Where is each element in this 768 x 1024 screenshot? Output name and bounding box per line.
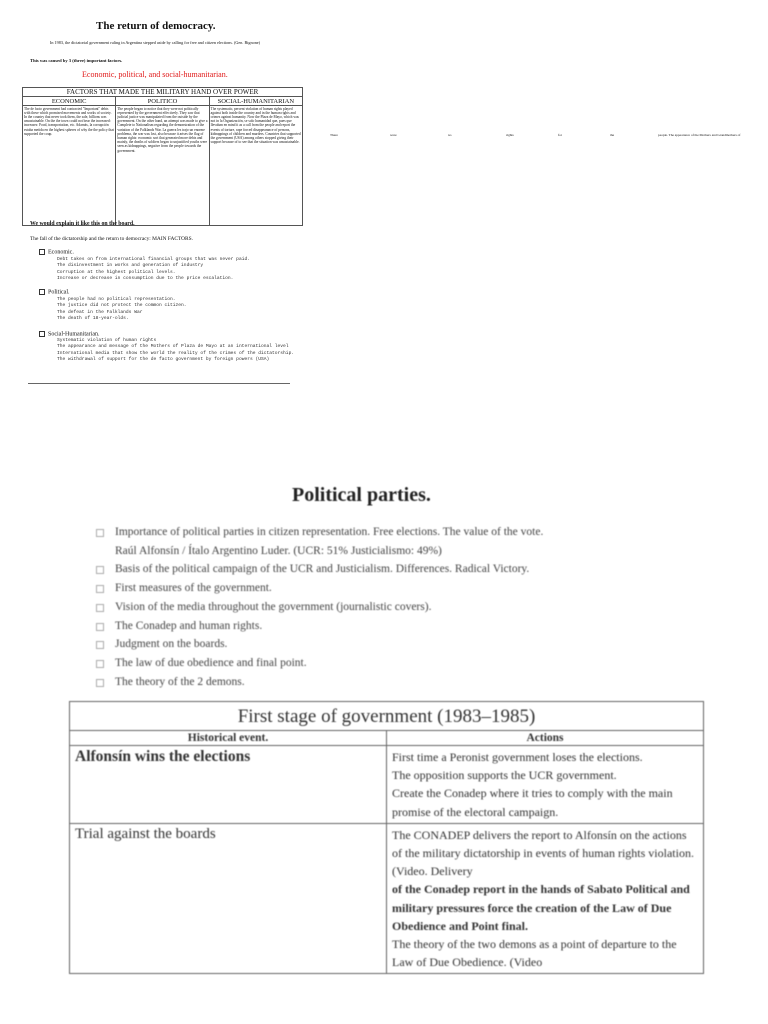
list-item: Vision of the media throughout the government (journalistic covers). <box>96 598 543 617</box>
stray-word: for <box>558 133 562 137</box>
list-item: The disinvestment in works and generation of industry <box>57 263 204 269</box>
checkbox-icon <box>96 566 104 574</box>
checkbox-icon <box>39 249 45 255</box>
checkbox-icon <box>96 623 104 631</box>
checkbox-icon <box>96 529 104 537</box>
stray-word: rights <box>506 133 514 137</box>
factors-heading: Economic, political, and social-humanitarian. <box>82 70 228 79</box>
list-item: The law of due obedience and final point. <box>96 654 543 673</box>
list-item: Increase or decrease in consumption due to the price escalation. <box>57 275 234 281</box>
checkbox-icon <box>96 604 104 612</box>
section-social-label: Social-Humanitarian. <box>39 331 99 337</box>
list-item: International media that show the world the reality of the crimes of the dictatorship. <box>57 350 295 356</box>
list-item: The appearance and message of the Mothers of Plaza de Mayo at an international level <box>57 344 289 350</box>
list-item: Corruption at the highest political levels. <box>57 269 176 275</box>
list-item: Debt takes on from international financial groups that was never paid. <box>57 257 250 262</box>
checkbox-icon <box>96 641 104 649</box>
caused-by-line: This was caused by 3 (three) important factors. <box>30 58 123 63</box>
social-cell: The systematic, percent violation of human rights played against both inside the country and in the human rights and crimes against humanity. Now the Plaza de Mayo, which was not in la Organización, se solo humanidad que, pues que llevaban en mind it as a call from the people and report the events of torture, rape forced disappearance of persons, kidnappings of children and murders. Countries that supported the government (USA) among others stopped giving their support because of to see that the situation was unsustainable. <box>209 106 302 226</box>
checkbox-icon <box>39 331 45 337</box>
list-item: The defeat in the Falklands War <box>57 309 143 315</box>
stray-word: the <box>610 133 615 137</box>
table-row <box>70 823 704 974</box>
list-item: The withdrawal of support for the de facto government by foreign powers (USA) <box>57 356 270 362</box>
board-line: We would explain it like this on the board. <box>30 221 135 227</box>
event-cell: Alfonsín wins the elections <box>70 746 387 824</box>
political-cell: The people began to notice that they were not politically represented by the government effectively. They saw that judicial justice was manipulated from the outside by the government. On the other hand, an attempt was made to give a Complete to Nationalism regarding the demonstration of the variation of the Falklands War. La guerra les trajo un enorme problema, the war was lost, also because it arises the flag of human rights: economic sort that generated more debts and mainly, the deaths of soldiers began to unjustified youths were seen as kidnappings, negative from the people towards the government. <box>116 106 209 226</box>
main-factors-line: The fall of the dictatorship and the return to democracy: MAIN FACTORS. <box>30 236 193 242</box>
list-item: The justice did not protect the common citizen. <box>57 303 187 309</box>
divider <box>28 383 290 384</box>
stray-word: There <box>330 133 338 137</box>
doc-title: The return of democracy. <box>96 20 216 32</box>
event-cell: Trial against the boards <box>70 823 387 974</box>
factors-table <box>22 87 303 226</box>
section-political-items <box>57 297 187 322</box>
col-social-header: SOCIAL-HUMANITARIAN <box>209 97 302 106</box>
list-item: The Conadep and human rights. <box>96 617 543 636</box>
col-actions-header: Actions <box>387 731 704 746</box>
list-item: Importance of political parties in citizen representation. Free elections. The value of the vote. <box>96 523 543 542</box>
checkbox-icon <box>96 585 104 593</box>
stray-word: no <box>448 133 452 137</box>
col-political-header: POLITICO <box>116 97 209 106</box>
economic-cell: The de facto government had contracted "Important" debts with these which promised movements and works of society. In the country that never took them, the sale, billions was unsustainable. On the the town could not bear the increased: increases: Food, transportation, etc. Adarnás, la corrupción estaba metida en the highest spheres of why the the policy that supported the coup. <box>23 106 116 226</box>
list-item: The theory of the 2 demons. <box>96 673 543 692</box>
stray-word: were <box>390 133 397 137</box>
list-item: Systematic violation of human rights <box>57 338 157 343</box>
stray-word: people. The appearance of the Mothers and Grandmothers of <box>658 133 741 137</box>
factors-table-title: FACTORS THAT MADE THE MILITARY HAND OVER POWER <box>23 88 303 97</box>
list-item: The people had no political representation. <box>57 297 176 302</box>
section-social-items <box>57 338 294 363</box>
list-item: Judgment on the boards. <box>96 635 543 654</box>
list-item: First measures of the government. <box>96 579 543 598</box>
section-economic-items <box>57 257 250 282</box>
table-row <box>70 746 704 824</box>
intro-paragraph: In 1983, the dictatorial government ruling in Argentina stepped aside by calling for free and citizen elections. (Gen. Bignone) <box>50 40 261 45</box>
section-economic-label: Economic. <box>39 249 74 255</box>
political-parties-list <box>96 523 543 691</box>
checkbox-icon <box>39 289 45 295</box>
stage-table-title: First stage of government (1983–1985) <box>70 702 704 731</box>
list-item: Raúl Alfonsín / Ítalo Argentino Luder. (UCR: 51% Justicialismo: 49%) <box>115 544 442 557</box>
checkbox-icon <box>96 660 104 668</box>
actions-cell: First time a Peronist government loses the elections. The opposition supports the UCR government. Create the Conadep where it tries to comply with the main promise of the electoral campaign. <box>387 746 704 824</box>
stage-table <box>69 701 704 974</box>
political-parties-title: Political parties. <box>292 484 431 506</box>
list-item: The death of 18-year-olds. <box>57 315 129 321</box>
actions-cell: The CONADEP delivers the report to Alfonsín on the actions of the military dictatorship in events of human rights violation. (Video. Delivery of the Conadep report in the hands of Sabato Political and military pressures force the creation of the Law of Due Obedience and Point final. The theory of the two demons as a point of departure to the Law of Due Obedience. (Video <box>387 823 704 974</box>
col-economic-header: ECONOMIC <box>23 97 116 106</box>
col-event-header: Historical event. <box>70 731 387 746</box>
checkbox-icon <box>96 679 104 687</box>
list-item: Basis of the political campaign of the UCR and Justicialism. Differences. Radical Victory. <box>96 560 543 579</box>
section-political-label: Political. <box>39 289 70 295</box>
